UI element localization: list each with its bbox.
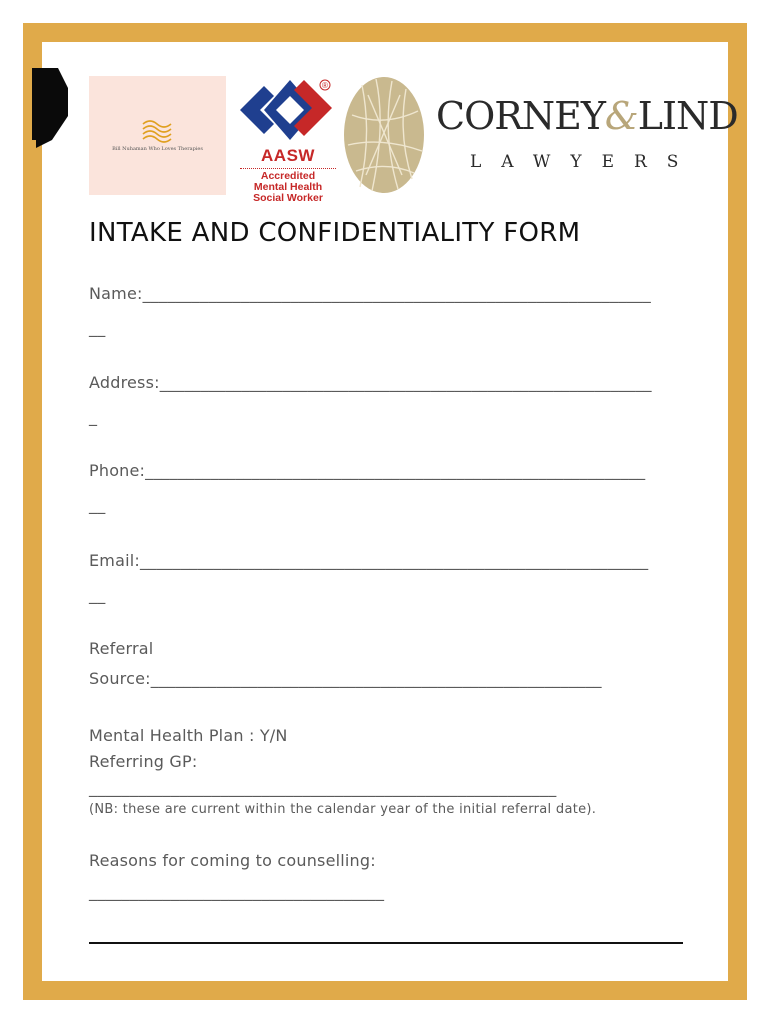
aasw-logo	[234, 76, 342, 204]
aasw-subtitle	[234, 171, 342, 204]
mental-health-plan-label: Mental Health Plan : Y/N	[89, 726, 288, 745]
phone-label: Phone:	[89, 461, 146, 480]
aasw-divider	[240, 168, 336, 169]
email-label: Email:	[89, 551, 140, 570]
corney-lind-name	[436, 94, 738, 138]
aasw-emblem-icon	[234, 76, 342, 146]
bottom-rule	[89, 942, 683, 944]
aasw-acronym: AASW	[261, 146, 315, 165]
registered-mark: ®	[322, 81, 328, 90]
referring-gp-label: Referring GP:	[89, 752, 198, 771]
referral-note: (NB: these are current within the calendar year of the initial referral date).	[89, 802, 597, 817]
address-label: Address:	[89, 373, 160, 392]
bookmark-tab-icon	[32, 68, 68, 148]
lawyers-word: LAWYERS	[470, 152, 699, 172]
practice-logo	[89, 76, 226, 195]
referral-source-field[interactable]	[89, 669, 602, 688]
name-field[interactable]	[89, 284, 651, 303]
referring-gp-line[interactable]: _________________________________________________________	[89, 778, 557, 797]
wave-logo-icon	[141, 118, 173, 144]
aasw-line1: Accredited	[260, 170, 316, 182]
name-line[interactable]: ______________________________________________________________	[142, 284, 651, 303]
name-line-continued[interactable]: __	[89, 318, 106, 337]
form-title: INTAKE AND CONFIDENTIALITY FORM	[89, 218, 581, 248]
email-line-continued[interactable]: __	[89, 585, 106, 604]
ampersand: &	[604, 94, 638, 138]
reasons-label: Reasons for coming to counselling:	[89, 851, 376, 870]
name-label: Name:	[89, 284, 143, 303]
phone-line-continued[interactable]: __	[89, 495, 106, 514]
oval-emblem-icon	[342, 75, 426, 195]
email-field[interactable]	[89, 551, 648, 570]
aasw-line3: Social Worker	[253, 192, 323, 204]
corney-lind-logo	[436, 90, 738, 180]
phone-field[interactable]	[89, 461, 645, 480]
email-line[interactable]: ______________________________________________________________	[139, 551, 649, 570]
address-field[interactable]	[89, 373, 652, 392]
practice-tagline: Bill Nuhaman Who Loves Therapies	[112, 146, 203, 152]
referral-source-label: Source:	[89, 669, 151, 688]
address-line[interactable]: ____________________________________________________________	[159, 373, 652, 392]
lind-word: LIND	[637, 94, 738, 138]
phone-line[interactable]: _____________________________________________________________	[145, 461, 646, 480]
referral-label: Referral	[89, 639, 154, 658]
referral-source-line[interactable]: _______________________________________________________	[150, 669, 602, 688]
aasw-line2: Mental Health	[253, 181, 323, 193]
address-line-continued[interactable]: _	[89, 407, 98, 426]
corney-word: CORNEY	[436, 94, 605, 138]
reasons-line[interactable]: ____________________________________	[89, 882, 385, 901]
